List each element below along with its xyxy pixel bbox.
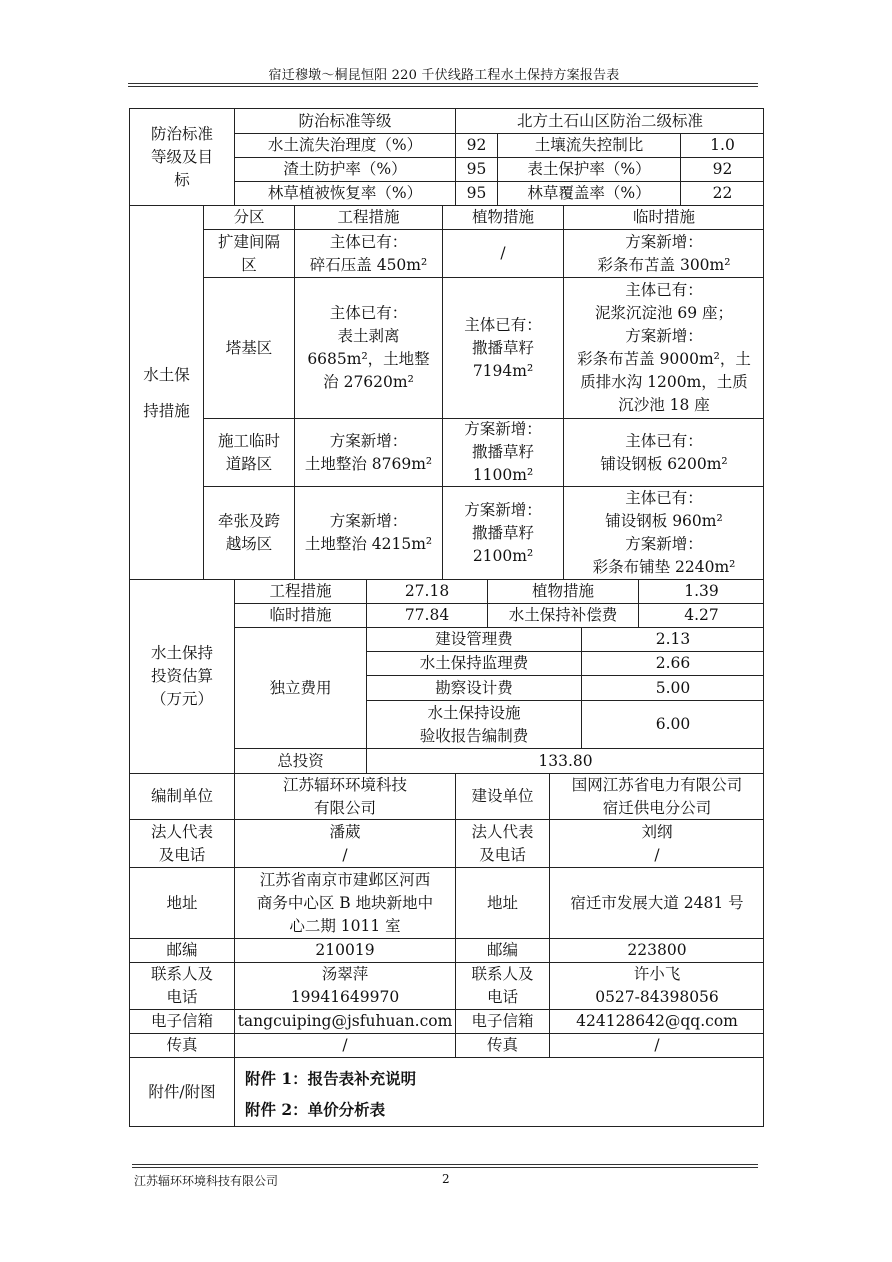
standards-section-label: 防治标准 等级及目 标 [150,124,213,189]
address-label: 地址 [130,867,234,938]
zone-cell: 扩建间隔 区 [203,229,294,277]
independent-item-value: 5.00 [581,675,764,700]
contact-value: 许小飞 0527-84398056 [549,962,764,1009]
target-label: 水土流失治理度（%） [234,133,455,157]
page-header-title: 宿迁穆墩～桐昆恒阳 220 千伏线路工程水土保持方案报告表 [268,68,620,83]
investment-value: 27.18 [366,579,487,603]
footer-rule [132,1167,758,1168]
fax-label: 传真 [130,1033,234,1057]
independent-item-label: 建设管理费 [366,627,581,651]
independent-item-value: 2.13 [581,627,764,651]
email-label: 电子信箱 [455,1009,549,1033]
zip-value: 223800 [549,938,764,962]
investment-value: 1.39 [638,579,764,603]
report-table [129,108,764,1127]
independent-item-value: 2.66 [581,651,764,675]
level-value: 北方土石山区防治二级标准 [455,109,764,133]
compiler-label: 编制单位 [130,773,234,819]
col-header-zone: 分区 [203,205,294,229]
target-value: 1.0 [680,133,764,157]
zip-label: 邮编 [455,938,549,962]
plant-cell: 方案新增： 撒播草籽 2100m² [442,486,563,579]
temporary-cell: 主体已有： 铺设钢板 6200m² [563,418,764,486]
plant-cell: 主体已有： 撒播草籽 7194m² [442,277,563,418]
temporary-cell: 方案新增： 彩条布苫盖 300m² [563,229,764,277]
footer-rule [132,1164,758,1165]
engineering-cell: 方案新增： 土地整治 4215m² [294,486,442,579]
legal-rep-label: 法人代表 及电话 [130,819,234,867]
investment-label: 水土保持补偿费 [487,603,638,627]
fax-value: / [549,1033,764,1057]
independent-item-label: 水土保持设施 验收报告编制费 [366,700,581,748]
fax-value: / [234,1033,455,1057]
header-rule [128,86,758,87]
col-header-engineering: 工程措施 [294,205,442,229]
target-label: 表土保护率（%） [497,157,680,181]
independent-cost-label: 独立费用 [234,627,366,748]
email-label: 电子信箱 [130,1009,234,1033]
independent-item-label: 水土保持监理费 [366,651,581,675]
target-label: 林草覆盖率（%） [497,181,680,205]
total-investment-label: 总投资 [234,748,366,773]
engineering-cell: 主体已有： 碎石压盖 450m² [294,229,442,277]
zip-value: 210019 [234,938,455,962]
footer-company: 江苏辐环环境科技有限公司 [134,1174,279,1188]
target-label: 土壤流失控制比 [497,133,680,157]
compiler-value: 江苏辐环环境科技 有限公司 [234,773,455,819]
legal-rep-value: 潘葳 / [234,819,455,867]
attachment-item: 附件 1：报告表补充说明 [234,1057,764,1093]
target-value: 95 [455,181,497,205]
investment-label: 工程措施 [234,579,366,603]
target-value: 92 [680,157,764,181]
target-label: 林草植被恢复率（%） [234,181,455,205]
investment-label: 植物措施 [487,579,638,603]
attachments-label: 附件/附图 [130,1057,234,1126]
investment-section-label: 水土保持 投资估算 （万元） [130,579,234,773]
contact-value: 汤翠萍 19941649970 [234,962,455,1009]
plant-cell: 方案新增： 撒播草籽 1100m² [442,418,563,486]
engineering-cell: 方案新增： 土地整治 8769m² [294,418,442,486]
level-label: 防治标准等级 [234,109,455,133]
legal-rep-label: 法人代表 及电话 [455,819,549,867]
temporary-cell: 主体已有： 铺设钢板 960m² 方案新增： 彩条布铺垫 2240m² [563,486,764,579]
contact-label: 联系人及 电话 [130,962,234,1009]
builder-label: 建设单位 [455,773,549,819]
zone-cell: 施工临时 道路区 [203,418,294,486]
attachment-item: 附件 2：单价分析表 [234,1093,764,1126]
plant-cell: / [442,229,563,277]
legal-rep-value: 刘纲 / [549,819,764,867]
email-value: 424128642@qq.com [549,1009,764,1033]
engineering-cell: 主体已有： 表土剥离 6685m²，土地整 治 27620m² [294,277,442,418]
total-investment-value: 133.80 [366,748,764,773]
email-value: tangcuiping@jsfuhuan.com [234,1009,455,1033]
zone-cell: 塔基区 [203,277,294,418]
header-rule [128,83,758,84]
independent-item-label: 勘察设计费 [366,675,581,700]
col-header-temporary: 临时措施 [563,205,764,229]
zone-cell: 牵张及跨 越场区 [203,486,294,579]
address-value: 宿迁市发展大道 2481 号 [549,867,764,938]
temporary-cell: 主体已有： 泥浆沉淀池 69 座； 方案新增： 彩条布苫盖 9000m²，土 质排水沟 1200m，土质 沉沙池 18 座 [563,277,764,418]
investment-label: 临时措施 [234,603,366,627]
col-header-plant: 植物措施 [442,205,563,229]
measures-section-label: 水土保 持措施 [130,205,203,579]
contact-label: 联系人及 电话 [455,962,549,1009]
builder-value: 国网江苏省电力有限公司 宿迁供电分公司 [549,773,764,819]
address-value: 江苏省南京市建邺区河西 商务中心区 B 地块新地中 心二期 1011 室 [234,867,455,938]
target-value: 22 [680,181,764,205]
target-label: 渣土防护率（%） [234,157,455,181]
independent-item-value: 6.00 [581,700,764,748]
address-label: 地址 [455,867,549,938]
investment-value: 77.84 [366,603,487,627]
target-value: 92 [455,133,497,157]
zip-label: 邮编 [130,938,234,962]
investment-value: 4.27 [638,603,764,627]
target-value: 95 [455,157,497,181]
fax-label: 传真 [455,1033,549,1057]
page-number: 2 [442,1172,450,1186]
